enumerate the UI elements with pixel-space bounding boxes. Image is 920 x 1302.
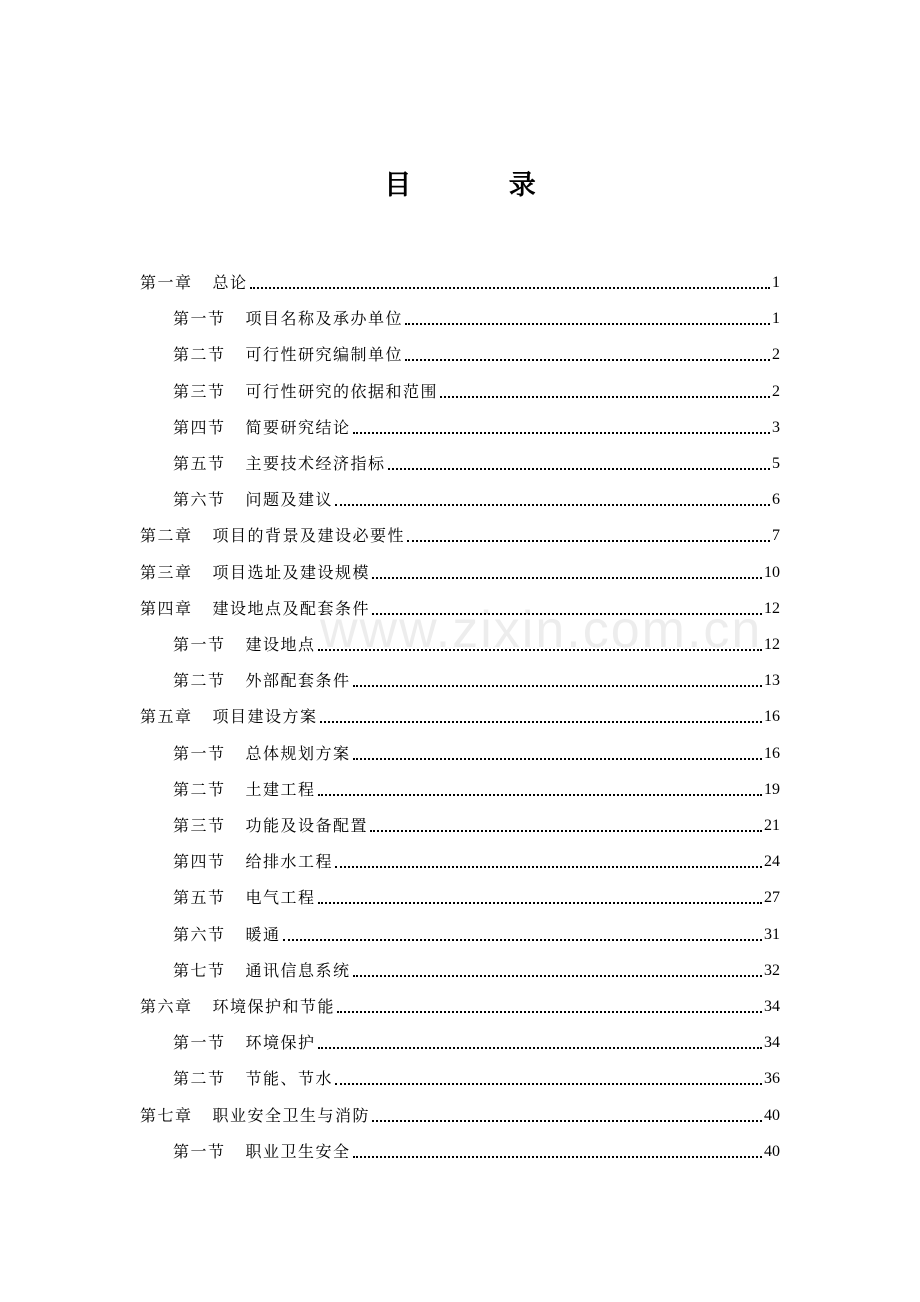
toc-leader-dots	[283, 938, 762, 941]
page-title: 目 录	[384, 170, 580, 201]
toc-section-entry[interactable]	[173, 729, 780, 765]
toc-leader-dots	[353, 684, 762, 687]
toc-entry-page: 34	[764, 998, 780, 1015]
toc-entry-title: 给排水工程	[245, 852, 334, 872]
toc-entry-number: 第二节	[173, 345, 226, 365]
toc-entry-page: 7	[772, 527, 780, 545]
toc-entry-page: 40	[764, 1142, 780, 1160]
toc-entry-number: 第二章	[140, 526, 193, 546]
toc-entry-page: 6	[772, 491, 780, 509]
toc-entry-title: 通讯信息系统	[245, 960, 351, 980]
toc-entry-number: 第二节	[173, 1069, 226, 1089]
toc-leader-dots	[335, 503, 770, 506]
toc-leader-dots	[405, 358, 770, 361]
toc-entry-title: 问题及建议	[245, 490, 334, 510]
toc-entry-title: 职业卫生安全	[245, 1141, 351, 1161]
toc-entry-page: 3	[772, 418, 780, 436]
toc-entry-page: 12	[764, 636, 780, 653]
toc-entry-title: 总论	[212, 273, 248, 292]
toc-entry-page: 2	[772, 382, 780, 400]
toc-entry-page: 1	[772, 274, 780, 291]
toc-entry-title: 功能及设备配置	[245, 816, 369, 835]
toc-entry-title: 项目的背景及建设必要性	[212, 526, 406, 546]
toc-entry-page: 31	[764, 925, 780, 943]
toc-chapter-entry[interactable]	[140, 258, 780, 294]
toc-entry-page: 21	[764, 817, 780, 834]
toc-section-entry[interactable]	[173, 475, 780, 511]
toc-leader-dots	[372, 576, 762, 579]
toc-entry-number: 第五节	[173, 454, 226, 473]
toc-leader-dots	[372, 612, 762, 615]
toc-entry-number: 第一节	[173, 635, 226, 654]
toc-leader-dots	[318, 648, 762, 651]
toc-entry-title: 建设地点及配套条件	[212, 598, 371, 618]
toc-entry-title: 外部配套条件	[245, 671, 351, 691]
toc-entry-number: 第一章	[140, 273, 193, 292]
toc-leader-dots	[372, 1119, 762, 1122]
toc-entry-number: 第七章	[140, 1105, 193, 1125]
toc-entry-title: 节能、节水	[245, 1069, 334, 1089]
toc-entry-title: 项目名称及承办单位	[245, 309, 404, 329]
watermark: www.zixin.com.cn	[320, 601, 763, 659]
toc-leader-dots	[353, 974, 762, 977]
toc-entry-page: 2	[772, 346, 780, 364]
toc-entry-page: 13	[764, 672, 780, 690]
toc-entry-number: 第七节	[173, 960, 226, 980]
toc-entry-page: 40	[764, 1106, 780, 1124]
toc-entry-number: 第四节	[173, 417, 226, 437]
toc-entry-title: 项目建设方案	[212, 707, 318, 727]
toc-chapter-entry[interactable]	[140, 511, 780, 547]
toc-leader-dots	[335, 1082, 762, 1085]
toc-entry-page: 5	[772, 455, 780, 472]
toc-leader-dots	[353, 757, 762, 760]
toc-entry-page: 16	[764, 744, 780, 762]
toc-entry-title: 主要技术经济指标	[245, 454, 386, 473]
toc-leader-dots	[250, 286, 770, 289]
toc-entry-number: 第一节	[173, 1033, 226, 1053]
toc-entry-page: 34	[764, 1034, 780, 1052]
toc-entry-title: 简要研究结论	[245, 417, 351, 437]
toc-leader-dots	[405, 322, 770, 325]
toc-leader-dots	[353, 1155, 762, 1158]
toc-leader-dots	[318, 793, 762, 796]
toc-leader-dots	[335, 865, 762, 868]
toc-entry-number: 第二节	[173, 779, 226, 799]
toc-section-entry[interactable]	[173, 656, 780, 692]
toc-entry-page: 32	[764, 961, 780, 979]
toc-section-entry[interactable]	[173, 837, 780, 873]
toc-entry-title: 环境保护和节能	[212, 997, 336, 1016]
toc-entry-page: 19	[764, 780, 780, 798]
toc-chapter-entry[interactable]	[140, 1091, 780, 1127]
toc-leader-dots	[440, 395, 770, 398]
toc-entry-page: 27	[764, 889, 780, 907]
toc-chapter-entry[interactable]	[140, 584, 780, 620]
toc-leader-dots	[318, 901, 762, 904]
toc-section-entry[interactable]	[173, 330, 780, 366]
toc-entry-number: 第三节	[173, 381, 226, 401]
toc-section-entry[interactable]	[173, 367, 780, 403]
toc-entry-number: 第五章	[140, 707, 193, 727]
toc-section-entry[interactable]	[173, 620, 780, 656]
toc-section-entry[interactable]	[173, 294, 780, 330]
toc-leader-dots	[388, 467, 770, 470]
toc-leader-dots	[320, 720, 762, 723]
toc-entry-title: 土建工程	[245, 779, 316, 799]
toc-section-entry[interactable]	[173, 403, 780, 439]
toc-section-entry[interactable]	[173, 1018, 780, 1054]
toc-entry-title: 职业安全卫生与消防	[212, 1105, 371, 1125]
toc-entry-page: 24	[764, 853, 780, 871]
toc-leader-dots	[337, 1010, 762, 1013]
toc-entry-number: 第六章	[140, 997, 193, 1016]
toc-section-entry[interactable]	[173, 873, 780, 909]
toc-entry-number: 第六节	[173, 924, 226, 944]
toc-chapter-entry[interactable]	[140, 692, 780, 728]
toc-entry-number: 第三章	[140, 562, 193, 582]
toc-entry-page: 1	[772, 310, 780, 328]
toc-entry-number: 第六节	[173, 490, 226, 510]
toc-entry-title: 可行性研究编制单位	[245, 345, 404, 365]
toc-section-entry[interactable]	[173, 801, 780, 837]
toc-entry-title: 建设地点	[245, 635, 316, 654]
toc-section-entry[interactable]	[173, 1127, 780, 1163]
toc-entry-page: 16	[764, 708, 780, 726]
toc-chapter-entry[interactable]	[140, 548, 780, 584]
toc-entry-title: 可行性研究的依据和范围	[245, 381, 439, 401]
toc-entry-number: 第一节	[173, 309, 226, 329]
toc-entry-title: 暖通	[245, 924, 281, 944]
toc-entry-number: 第三节	[173, 816, 226, 835]
toc-chapter-entry[interactable]	[140, 982, 780, 1018]
toc-entry-title: 电气工程	[245, 888, 316, 908]
toc-entry-page: 36	[764, 1070, 780, 1088]
toc-leader-dots	[353, 431, 770, 434]
toc-leader-dots	[318, 1046, 762, 1049]
toc-leader-dots	[370, 829, 762, 832]
toc-entry-page: 12	[764, 599, 780, 617]
toc-entry-number: 第四章	[140, 598, 193, 618]
toc-entry-number: 第五节	[173, 888, 226, 908]
toc-section-entry[interactable]	[173, 765, 780, 801]
toc-section-entry[interactable]	[173, 1054, 780, 1090]
toc-entry-number: 第一节	[173, 1141, 226, 1161]
toc-section-entry[interactable]	[173, 439, 780, 475]
toc-leader-dots	[407, 539, 770, 542]
toc-section-entry[interactable]	[173, 910, 780, 946]
toc-entry-number: 第四节	[173, 852, 226, 872]
toc-entry-page: 10	[764, 563, 780, 581]
toc-entry-title: 项目选址及建设规模	[212, 562, 371, 582]
toc-entry-number: 第二节	[173, 671, 226, 691]
toc-entry-number: 第一节	[173, 743, 226, 763]
toc-entry-title: 环境保护	[245, 1033, 316, 1053]
toc-section-entry[interactable]	[173, 946, 780, 982]
toc-entry-title: 总体规划方案	[245, 743, 351, 763]
